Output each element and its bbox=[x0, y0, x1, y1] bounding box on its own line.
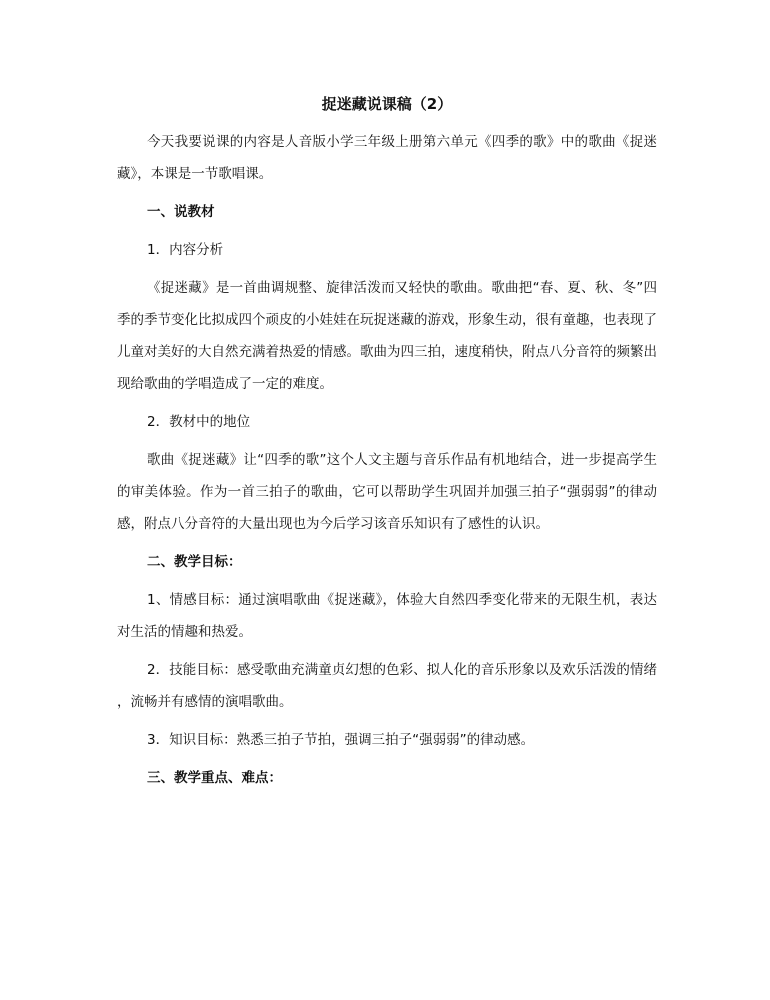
section-heading-key-points: 三、教学重点、难点： bbox=[147, 770, 282, 786]
content-analysis-paragraph: 《捉迷藏》是一首曲调规整、旋律活泼而又轻快的歌曲。歌曲把“春、夏、秋、冬”四季的季节变化比拟成四个顽皮的小娃娃在玩捉迷藏的游戏，形象生动，很有童趣，也表现了儿童对美好的大自然充满着热爱的情感。歌曲为四三拍，速度稍快，附点八分音符的频繁出现给歌曲的学唱造成了一定的难度。 bbox=[117, 280, 657, 392]
document-title: 捉迷藏说课稿（2） bbox=[321, 95, 453, 113]
subheading-textbook-position: 2．教材中的地位 bbox=[147, 414, 251, 430]
subheading-content-analysis: 1．内容分析 bbox=[147, 242, 224, 258]
document-page bbox=[117, 92, 657, 800]
section-heading-textbook: 一、说教材 bbox=[147, 204, 215, 220]
goal-skill-paragraph: 2．技能目标：感受歌曲充满童贞幻想的色彩、拟人化的音乐形象以及欢乐活泼的情绪 ，流畅并有感情的演唱歌曲。 bbox=[117, 662, 657, 710]
goal-knowledge-paragraph: 3．知识目标：熟悉三拍子节拍，强调三拍子“强弱弱”的律动感。 bbox=[147, 732, 535, 748]
section-heading-goals: 二、教学目标： bbox=[147, 554, 242, 570]
textbook-position-paragraph: 歌曲《捉迷藏》让“四季的歌”这个人文主题与音乐作品有机地结合，进一步提高学生的审美体验。作为一首三拍子的歌曲，它可以帮助学生巩固并加强三拍子“强弱弱”的律动感，附点八分音符的大量出现也为今后学习该音乐知识有了感性的认识。 bbox=[117, 452, 657, 532]
intro-paragraph: 今天我要说课的内容是人音版小学三年级上册第六单元《四季的歌》中的歌曲《捉迷藏》，本课是一节歌唱课。 bbox=[117, 134, 657, 182]
goal-emotion-paragraph: 1、情感目标：通过演唱歌曲《捉迷藏》，体验大自然四季变化带来的无限生机，表达对生活的情趣和热爱。 bbox=[117, 592, 657, 640]
